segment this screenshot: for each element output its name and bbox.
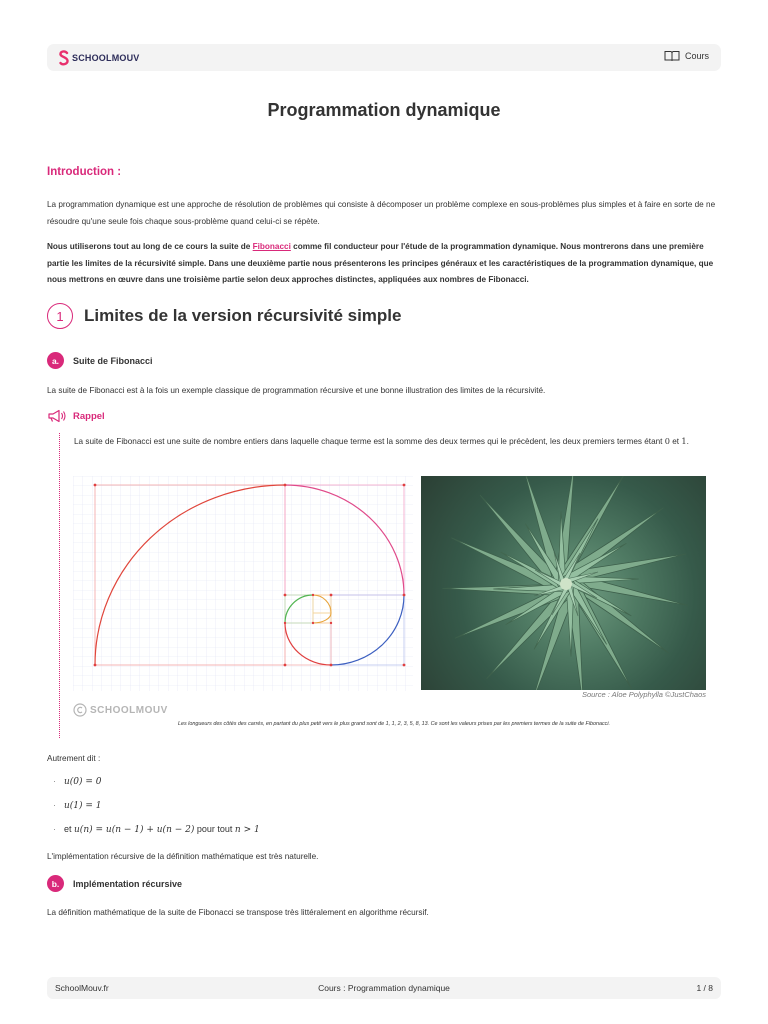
footer-site[interactable]: SchoolMouv.fr [55, 983, 109, 993]
figure-caption: Les longueurs des côtés des carrés, en partant du plus petit vers le plus grand sont de 1, 1, 2, 3, 5, 8, 13. Ce sont les valeurs prises par les premiers termes de la suite de Fibonacci. [177, 721, 611, 727]
rappel-label: Rappel [73, 410, 105, 422]
list-item [53, 776, 102, 787]
aloe-polyphylla-photo [421, 476, 706, 690]
intro-p2-after: comme fil conducteur pour l'étude de la programmation dynamique. Nous montrerons dans une première partie les limites de la récursivité simple. Dans une deuxième partie nous présenterons les principes généraux et les caractéristiques de la programmation dynamique, que nous mettrons en œuvre dans une troisième partie selon deux approches distinctes, appliquées aux nombres de Fibonacci. [47, 242, 714, 284]
subsection-title: Implémentation récursive [73, 878, 183, 889]
logo-part1: SCHOOL [72, 53, 112, 63]
subsection-badge: a. [47, 352, 64, 369]
recursive-text: La définition mathématique de la suite de Fibonacci se transpose très littéralement en algorithme récursif. [47, 908, 429, 917]
logo-text [72, 53, 140, 63]
fibonacci-link[interactable]: Fibonacci [252, 242, 291, 251]
autrement-dit: Autrement dit : [47, 754, 101, 763]
rappel-text [74, 433, 714, 451]
aloe-spiral-image [421, 476, 706, 690]
logo-s-icon [59, 50, 69, 66]
subsection-b-header [47, 875, 182, 892]
footer-page-number: 1 / 8 [696, 983, 713, 993]
intro-paragraph-2 [47, 239, 721, 289]
bullet-dot: · [53, 824, 56, 834]
list-item [53, 824, 260, 835]
list-item [53, 800, 102, 811]
cours-link[interactable] [664, 50, 709, 61]
rappel-bar [59, 433, 60, 738]
book-icon [664, 50, 680, 61]
rappel-text-mid: et [669, 437, 682, 446]
footer-bar [47, 977, 721, 999]
subsection-title: Suite de Fibonacci [73, 355, 153, 366]
logo-part2: MOUV [111, 53, 140, 63]
schoolmouv-watermark [73, 703, 168, 717]
bullet-dot: · [53, 776, 56, 786]
section-1-header [47, 303, 401, 329]
watermark-text: SCHOOLMOUV [90, 704, 168, 716]
intro-p2-before: Nous utiliserons tout au long de ce cours la suite de [47, 242, 253, 251]
page-title: Programmation dynamique [267, 100, 501, 120]
cours-label: Cours [684, 50, 709, 61]
fibonacci-spiral-figure [73, 476, 413, 691]
formula-un: u(n) = u(n − 1) + u(n − 2) [74, 825, 195, 835]
rappel-value-1: 1 [681, 436, 687, 446]
megaphone-icon [47, 409, 67, 423]
rappel-value-0: 0 [664, 436, 670, 446]
rappel-text-body: La suite de Fibonacci est une suite de nombre entiers dans laquelle chaque terme est la somme des deux termes qui le précèdent, les deux premiers termes étant [74, 437, 665, 446]
rappel-text-end: . [686, 437, 689, 446]
fibonacci-intro-text: La suite de Fibonacci est à la fois un exemple classique de programmation récursive et une bonne illustration des limites de la récursivité. [47, 386, 546, 395]
intro-paragraph-1: La programmation dynamique est une approche de résolution de problèmes qui consiste à décomposer un problème complexe en sous-problèmes plus simples et à faire en sorte de ne résoudre qu'une seule fois chaque sous-problème quand celui-ci se répète. [47, 200, 716, 226]
copyright-icon [73, 703, 87, 717]
rappel-header [47, 409, 105, 423]
formula-u0: u(0) = 0 [64, 777, 102, 787]
footer-course-title: Cours : Programmation dynamique [318, 983, 450, 993]
implementation-text: L'implémentation récursive de la définition mathématique est très naturelle. [47, 852, 319, 861]
bullet-prefix: et [64, 824, 75, 834]
image-source: Source : Aloe Polyphylla ©JustChaos [581, 690, 706, 699]
schoolmouv-logo[interactable] [59, 49, 140, 67]
intro-heading: Introduction : [47, 166, 122, 178]
formula-u1: u(1) = 1 [64, 801, 102, 811]
section-number: 1 [47, 303, 73, 329]
bullet-suffix: pour tout [194, 824, 235, 834]
top-bar [47, 44, 721, 71]
bullet-dot: · [53, 800, 56, 810]
subsection-badge: b. [47, 875, 64, 892]
section-title: Limites de la version récursivité simple [84, 306, 402, 325]
formula-n-condition: n > 1 [234, 825, 260, 835]
subsection-a-header [47, 352, 153, 369]
